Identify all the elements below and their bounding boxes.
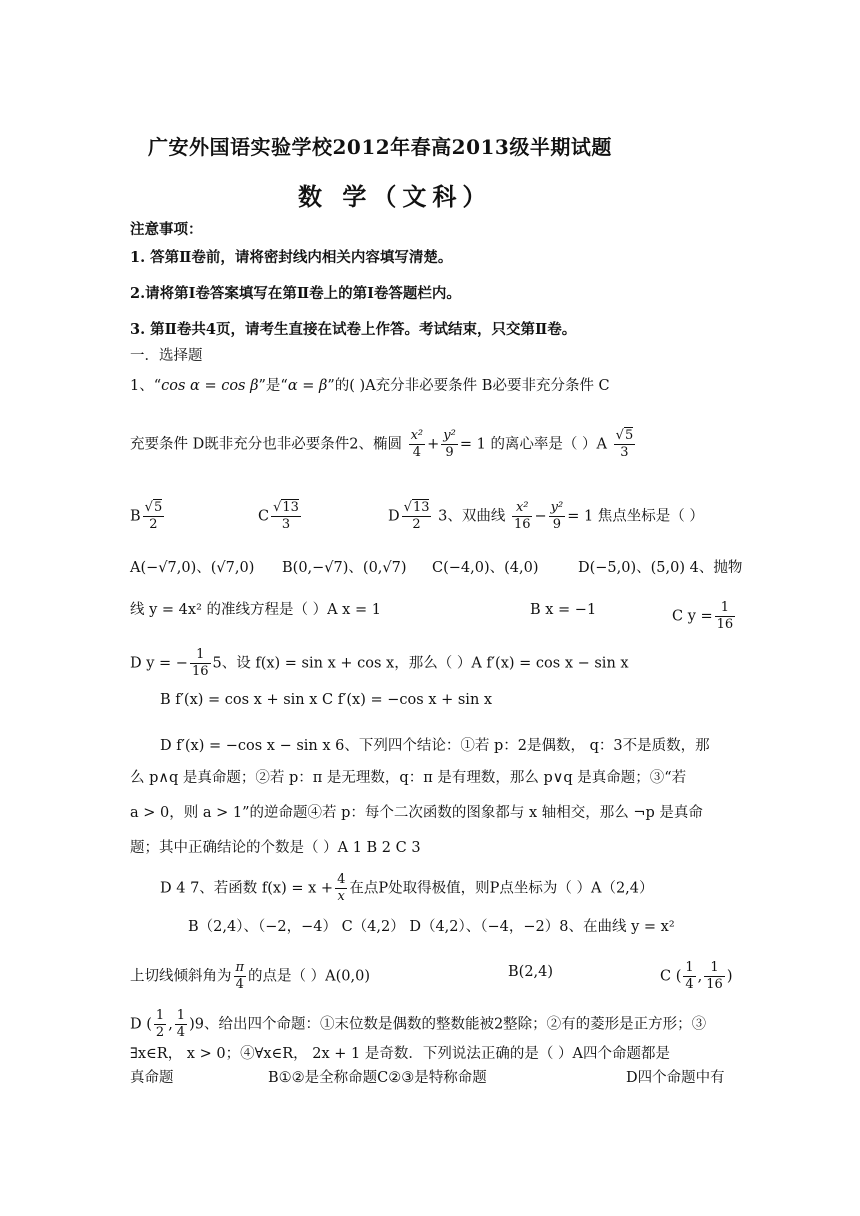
denominator: 3 bbox=[620, 445, 629, 460]
fraction bbox=[704, 960, 725, 993]
text: C ( bbox=[660, 968, 682, 985]
notice-2: 2.请将第Ⅰ卷答案填写在第Ⅱ卷上的第Ⅰ卷答题栏内。 bbox=[130, 285, 461, 302]
numerator: 4 bbox=[337, 872, 346, 887]
separator: , bbox=[168, 1016, 173, 1033]
text: C bbox=[258, 508, 270, 525]
fraction bbox=[154, 1008, 166, 1041]
denominator: 9 bbox=[445, 445, 454, 460]
fraction bbox=[409, 428, 426, 461]
fraction bbox=[512, 500, 533, 533]
question-line bbox=[130, 376, 610, 396]
denominator: 2 bbox=[412, 517, 421, 532]
text: 1、“ bbox=[130, 378, 162, 394]
text: ”的( )A充分非必要条件 B必要非充分条件 C bbox=[327, 378, 610, 394]
text: D ( bbox=[130, 1016, 152, 1033]
separator: , bbox=[697, 968, 703, 985]
denominator: 2 bbox=[155, 1025, 165, 1040]
option: B①②是全称命题C②③是特称命题 bbox=[268, 1070, 487, 1086]
fraction bbox=[441, 428, 458, 461]
operator: − bbox=[534, 508, 547, 525]
option: C(−4,0)、(4,0) bbox=[432, 560, 539, 576]
fraction bbox=[143, 500, 165, 533]
question-line: 题；其中正确结论的个数是（ ）A 1 B 2 C 3 bbox=[130, 840, 421, 856]
question-line: 真命题 bbox=[130, 1070, 174, 1086]
numerator: π bbox=[235, 960, 245, 975]
option bbox=[672, 600, 737, 633]
question-line: B f′(x) = cos x + sin x C f′(x) = −cos x + sin x bbox=[160, 692, 493, 708]
question-line: 么 p∧q 是真命题；②若 p：π 是无理数，q：π 是有理数，那么 p∨q 是真命题；③“若 bbox=[130, 770, 687, 786]
numerator: 1 bbox=[155, 1008, 165, 1023]
option: D四个命题中有 bbox=[626, 1070, 725, 1086]
text: )9、给出四个命题：①末位数是偶数的整数能被2整除；②有的菱形是正方形；③ bbox=[189, 1016, 707, 1033]
numerator: 1 bbox=[685, 960, 694, 975]
radicand: 13 bbox=[412, 500, 430, 515]
text: 5、设 f(x) = sin x + cos x，那么（ ）A f′(x) = cos x − sin x bbox=[212, 655, 629, 672]
notice-3: 3. 第Ⅱ卷共4页，请考生直接在试卷上作答。考试结束，只交第Ⅱ卷。 bbox=[130, 321, 577, 338]
question-line bbox=[130, 647, 629, 680]
denominator: 16 bbox=[716, 617, 734, 632]
text: B bbox=[130, 508, 141, 525]
question-line bbox=[130, 500, 166, 533]
denominator: 16 bbox=[706, 977, 723, 992]
text: 的离心率是（ ）A bbox=[490, 436, 608, 453]
numerator: √5 bbox=[144, 500, 163, 515]
numerator: 1 bbox=[176, 1008, 186, 1023]
operator: + bbox=[427, 436, 440, 453]
operator: = 1 bbox=[459, 436, 486, 453]
numerator: x² bbox=[410, 428, 424, 443]
option: A(−√7,0)、(√7,0) bbox=[130, 560, 255, 576]
operator: = 1 bbox=[567, 508, 594, 525]
radicand: 5 bbox=[153, 500, 163, 515]
denominator: 4 bbox=[412, 445, 421, 460]
numerator: 1 bbox=[190, 647, 211, 664]
text: 焦点坐标是（ ） bbox=[597, 508, 704, 525]
numerator: √13 bbox=[273, 500, 299, 515]
fraction bbox=[234, 960, 247, 993]
fraction bbox=[715, 600, 736, 633]
math: α = β bbox=[287, 378, 328, 394]
text: C y = bbox=[672, 608, 713, 625]
text: 上切线倾斜角为 bbox=[130, 968, 232, 985]
numerator: y² bbox=[550, 500, 564, 515]
text: ”是“ bbox=[258, 378, 288, 394]
denominator: 4 bbox=[176, 1025, 186, 1040]
fraction bbox=[175, 1008, 187, 1041]
option: D(−5,0)、(5,0) 4、抛物 bbox=[578, 560, 743, 576]
section-heading: 一．选择题 bbox=[130, 348, 203, 364]
numerator: x² bbox=[512, 500, 533, 517]
notice-header: 注意事项： bbox=[130, 221, 203, 238]
question-line: ∃x∈R， x > 0；④∀x∈R， 2x + 1 是奇数．下列说法正确的是（ ）A四个命题都是 bbox=[130, 1046, 670, 1062]
numerator: y² bbox=[443, 428, 456, 443]
fraction bbox=[402, 500, 432, 533]
question-line bbox=[160, 872, 654, 905]
math: cos α = cos β bbox=[161, 378, 259, 394]
denominator: 2 bbox=[149, 517, 158, 532]
radicand: 5 bbox=[624, 428, 634, 443]
fraction bbox=[271, 500, 301, 533]
text: 充要条件 D既非充分也非必要条件2、椭圆 bbox=[130, 436, 402, 453]
numerator: √5 bbox=[615, 428, 634, 443]
question-line: a > 0，则 a > 1”的逆命题④若 p：每个二次函数的图象都与 x 轴相交，那么 ¬p 是真命 bbox=[130, 805, 703, 821]
numerator: 1 bbox=[704, 960, 725, 977]
denominator: 16 bbox=[513, 517, 531, 532]
question-line bbox=[130, 1008, 706, 1041]
denominator: 9 bbox=[552, 517, 562, 532]
numerator: 1 bbox=[715, 600, 736, 617]
question-line bbox=[258, 500, 303, 533]
notice-1: 1. 答第Ⅱ卷前，请将密封线内相关内容填写清楚。 bbox=[130, 249, 453, 266]
page-subtitle: 数 学（文科） bbox=[298, 182, 493, 211]
option: B(2,4) bbox=[508, 964, 554, 980]
option: C ( $\frac{1}{4}$ , $\frac{1}{16}$ ) bbox=[660, 960, 733, 992]
question-line bbox=[388, 500, 704, 533]
question-line: B（2,4）、（−2，−4） C（4,2） D（4,2）、（−4，−2）8、在曲线 y = x² bbox=[188, 919, 675, 935]
radicand: 13 bbox=[282, 500, 299, 515]
denominator: 16 bbox=[191, 664, 209, 679]
question-line bbox=[130, 428, 637, 461]
text: D 4 7、若函数 f(x) = x + bbox=[160, 880, 334, 897]
text: 3、双曲线 bbox=[438, 508, 506, 525]
question-line bbox=[130, 960, 370, 993]
fraction bbox=[335, 872, 347, 905]
text: D bbox=[388, 508, 400, 525]
question-line: 线 y = 4x² 的准线方程是（ ）A x = 1 bbox=[130, 602, 381, 618]
denominator: 4 bbox=[685, 977, 694, 992]
fraction bbox=[190, 647, 211, 680]
option: B x = −1 bbox=[530, 602, 597, 618]
numerator: √13 bbox=[403, 500, 430, 515]
fraction bbox=[549, 500, 566, 533]
denominator: x bbox=[337, 889, 345, 904]
denominator: 3 bbox=[281, 517, 291, 532]
text: 在点P处取得极值，则P点坐标为（ ）A（2,4） bbox=[349, 880, 654, 897]
fraction bbox=[614, 428, 636, 461]
fraction bbox=[683, 960, 695, 993]
page-title: 广安外国语实验学校2012年春高2013级半期试题 bbox=[148, 135, 612, 159]
text: 的点是（ ）A(0,0) bbox=[248, 968, 371, 985]
option: B(0,−√7)、(0,√7) bbox=[282, 560, 407, 576]
text: D y = − bbox=[130, 655, 188, 672]
question-line: D f′(x) = −cos x − sin x 6、下列四个结论：①若 p：2是偶数， q：3不是质数，那 bbox=[160, 738, 710, 754]
denominator: 4 bbox=[235, 977, 244, 992]
